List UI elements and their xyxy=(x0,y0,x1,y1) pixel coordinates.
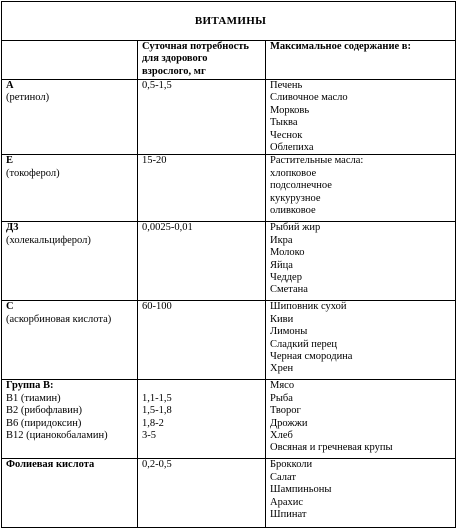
source-item: кукурузное xyxy=(270,192,321,204)
source-item: Молоко xyxy=(270,247,305,259)
vitamin-cell xyxy=(2,459,138,528)
sources-cell xyxy=(266,301,456,380)
table-row xyxy=(2,301,456,380)
vitamin-name: А xyxy=(6,80,14,91)
amount-cell xyxy=(138,380,266,459)
amount-value: 0,5-1,5 xyxy=(142,80,172,91)
vitamin-cell xyxy=(2,155,138,222)
vitamin-cell xyxy=(2,301,138,380)
vitamin-subtype: В12 (цианокобаламин) xyxy=(6,430,108,442)
table-row xyxy=(2,155,456,222)
source-item: Икра xyxy=(270,234,293,246)
vitamin-name: С xyxy=(6,301,14,313)
table-row xyxy=(2,80,456,155)
amount-cell xyxy=(138,301,266,380)
source-item: Морковь xyxy=(270,104,310,116)
source-item: Творог xyxy=(270,405,301,417)
vitamin-chemical-name: (ретинол) xyxy=(6,92,50,104)
sources-cell xyxy=(266,380,456,459)
vitamin-name: Д3 xyxy=(6,222,19,234)
vitamin-chemical-name: (токоферол) xyxy=(6,167,60,179)
vitamin-subtype: В6 (пиридоксин) xyxy=(6,417,82,429)
source-item: Мясо xyxy=(270,380,295,392)
header-daily-need-line: Суточная потребность xyxy=(142,41,249,52)
source-item: Сметана xyxy=(270,284,308,296)
header-daily-need-line: взрослого, мг xyxy=(142,65,206,77)
source-item: Растительные масла: xyxy=(270,155,364,167)
amount-blank xyxy=(142,380,265,392)
amount-cell xyxy=(138,155,266,222)
table-row xyxy=(2,459,456,528)
source-item: Салат xyxy=(270,471,296,483)
vitamin-subtype: В1 (тиамин) xyxy=(6,392,61,404)
vitamin-cell xyxy=(2,80,138,155)
table-row xyxy=(2,222,456,301)
source-item: Шпинат xyxy=(270,509,307,521)
amount-value: 60-100 xyxy=(142,301,172,313)
vitamins-table xyxy=(1,1,456,528)
source-item: Лимоны xyxy=(270,326,308,338)
source-item: Чеснок xyxy=(270,129,303,141)
source-item: Рыбий жир xyxy=(270,222,321,234)
source-item: Чеддер xyxy=(270,272,302,284)
source-item: Хрен xyxy=(270,363,294,375)
vitamin-chemical-name: (холекальциферол) xyxy=(6,234,91,246)
amount-cell xyxy=(138,80,266,155)
table-title: ВИТАМИНЫ xyxy=(2,2,456,41)
amount-value: 1,1-1,5 xyxy=(142,392,172,404)
title-row xyxy=(2,2,456,41)
source-item: Брокколи xyxy=(270,459,313,471)
sources-cell xyxy=(266,80,456,155)
table-row xyxy=(2,380,456,459)
vitamin-name: Е xyxy=(6,155,14,167)
source-item: Черная смородина xyxy=(270,351,353,363)
source-item: Овсяная и гречневая крупы xyxy=(270,442,393,454)
source-item: Рыба xyxy=(270,392,293,404)
amount-value: 1,8-2 xyxy=(142,417,164,429)
source-item: Тыква xyxy=(270,117,298,129)
vitamins-document xyxy=(1,1,455,524)
header-vitamin xyxy=(2,41,138,80)
amount-cell xyxy=(138,222,266,301)
source-item: Сливочное масло xyxy=(270,92,348,104)
amount-value: 1,5-1,8 xyxy=(142,405,172,417)
header-max-content: Максимальное содержание в: xyxy=(266,41,456,80)
amount-value: 0,2-0,5 xyxy=(142,459,172,471)
source-item: Сладкий перец xyxy=(270,338,338,350)
vitamin-group-name: Группа В: xyxy=(6,380,54,392)
source-item: Шиповник сухой xyxy=(270,301,347,313)
source-item: Облепиха xyxy=(270,142,314,154)
source-item: Печень xyxy=(270,80,303,91)
source-item: Дрожжи xyxy=(270,417,308,429)
source-item: хлопковое xyxy=(270,167,317,179)
source-item: Яйца xyxy=(270,259,293,271)
amount-value: 15-20 xyxy=(142,155,167,167)
source-item: оливковое xyxy=(270,205,316,217)
amount-cell xyxy=(138,459,266,528)
source-item: Киви xyxy=(270,313,294,325)
vitamin-subtype: В2 (рибофлавин) xyxy=(6,405,82,417)
source-item: Шампиньоны xyxy=(270,484,332,496)
vitamin-cell xyxy=(2,380,138,459)
header-daily-need xyxy=(138,41,266,80)
amount-value: 3-5 xyxy=(142,430,156,442)
vitamin-cell xyxy=(2,222,138,301)
header-daily-need-line: для здорового xyxy=(142,53,208,65)
vitamin-chemical-name: (аскорбиновая кислота) xyxy=(6,313,112,325)
source-item: Арахис xyxy=(270,496,304,508)
source-item: подсолнечное xyxy=(270,180,332,192)
source-item: Хлеб xyxy=(270,430,293,442)
vitamin-name: Фолиевая кислота xyxy=(6,459,95,471)
sources-cell xyxy=(266,155,456,222)
header-row xyxy=(2,41,456,80)
amount-value: 0,0025-0,01 xyxy=(142,222,193,234)
sources-cell xyxy=(266,222,456,301)
sources-cell xyxy=(266,459,456,528)
